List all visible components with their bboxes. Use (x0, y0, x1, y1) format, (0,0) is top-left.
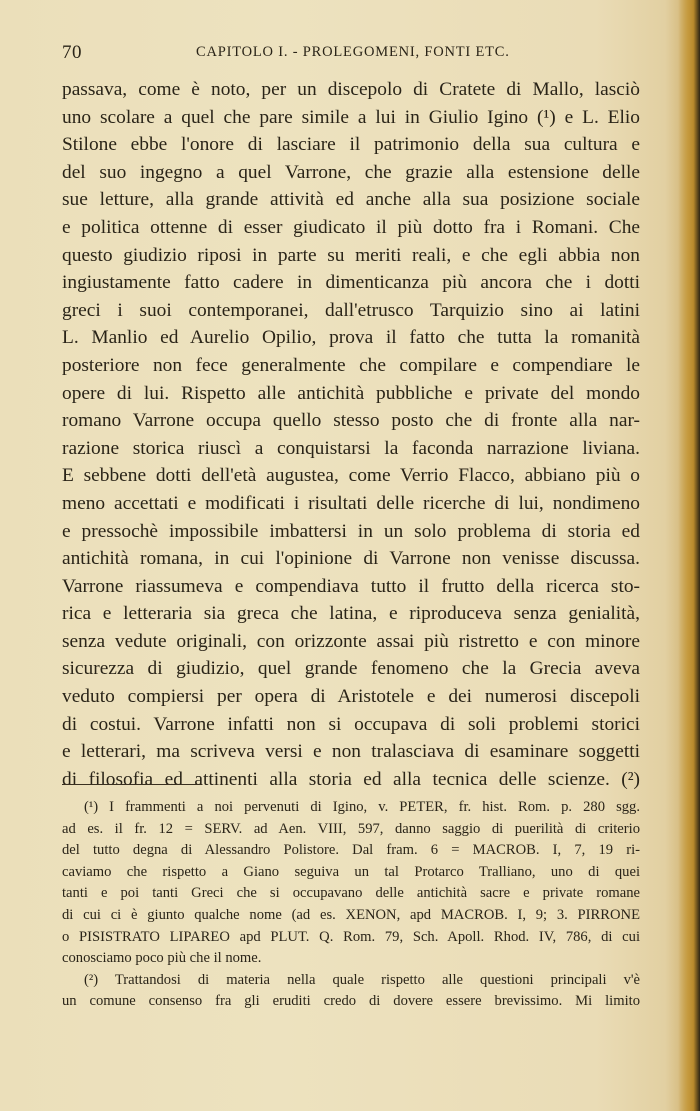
text-line: e pressochè impossibile imbattersi in un solo problema di storia ed (62, 520, 640, 542)
page-header (62, 42, 642, 66)
footnote-line: tanti e poi tanti Greci che si occupavano delle antichità sacre e private romane (62, 885, 640, 902)
footnote-line: conosciamo poco più che il nome. (62, 950, 262, 967)
text-line: e politica ottenne di esser giudicato il più dotto fra i Romani. Che (62, 216, 640, 238)
footnotes (62, 797, 640, 1013)
text-line: romano Varrone occupa quello stesso posto che di fronte alla nar- (62, 410, 640, 432)
text-line: rica e letteraria sia greca che latina, e riproduceva senza genialità, (62, 603, 640, 625)
page-number: 70 (62, 42, 82, 63)
text-line: sicurezza di giudizio, quel grande fenomeno che la Grecia aveva (62, 658, 640, 680)
text-line: e letterari, ma scriveva versi e non tralasciava di esaminare soggetti (62, 741, 640, 763)
text-line: meno accettati e modificati i risultati delle ricerche di lui, nondimeno (62, 492, 640, 514)
text-line: greci i suoi contemporanei, dall'etrusco Tarquizio sino ai latini (62, 299, 640, 321)
footnote-separator (62, 784, 202, 785)
text-line: posteriore non fece generalmente che compilare e compendiare le (62, 354, 640, 376)
text-line: del suo ingegno a quel Varrone, che grazie alla estensione delle (62, 161, 640, 183)
page-edge-shadow (678, 0, 700, 1111)
footnote-line: un comune consenso fra gli eruditi credo di dovere essere brevissimo. Mi limito (62, 993, 640, 1010)
text-line: antichità romana, in cui l'opinione di Varrone non venisse discussa. (62, 548, 640, 570)
text-line: E sebbene dotti dell'età augustea, come Verrio Flacco, abbiano più o (62, 465, 640, 487)
footnote-line: (¹) I frammenti a noi pervenuti di Igino, v. PETER, fr. hist. Rom. p. 280 sgg. (84, 799, 640, 815)
text-line: razione storica riuscì a conquistarsi la faconda narrazione liviana. (62, 437, 640, 459)
text-line: passava, come è noto, per un discepolo di Cratete di Mallo, lasciò (62, 79, 640, 100)
text-line: L. Manlio ed Aurelio Opilio, prova il fatto che tutta la romanità (62, 327, 640, 349)
footnote-line: (²) Trattandosi di materia nella quale rispetto alle questioni principali v'è (84, 971, 640, 988)
footnote-line: ad es. il fr. 12 = SERV. ad Aen. VIII, 597, danno saggio di puerilità di criterio (62, 820, 640, 837)
text-line: Stilone ebbe l'onore di lasciare il patrimonio della sua cultura e (62, 134, 640, 156)
footnote-line: di cui ci è giunto qualche nome (ad es. XENON, apd MACROB. I, 9; 3. PIRRONE (62, 906, 640, 923)
text-line: senza vedute originali, con orizzonte assai più ristretto e con minore (62, 630, 640, 652)
footnote-line: o PISISTRATO LIPAREO apd PLUT. Q. Rom. 79, Sch. Apoll. Rhod. IV, 786, di cui (62, 928, 640, 945)
text-line: opere di lui. Rispetto alle antichità pubbliche e private del mondo (62, 382, 640, 404)
running-title: CAPITOLO I. - PROLEGOMENI, FONTI ETC. (196, 44, 510, 60)
text-line: Varrone riassumeva e compendiava tutto il frutto della ricerca sto- (62, 575, 640, 597)
text-line: sue letture, alla grande attività ed anche alla sua posizione sociale (62, 189, 640, 211)
text-line: veduto compiersi per opera di Aristotele e dei numerosi discepoli (62, 686, 640, 708)
text-line: questo giudizio riposi in parte su meriti reali, e che egli abbia non (62, 244, 640, 266)
text-line: uno scolare a quel che pare simile a lui in Giulio Igino (¹) e L. Elio (62, 106, 640, 128)
text-line: di costui. Varrone infatti non si occupava di soli problemi storici (62, 713, 640, 735)
text-line: di filosofia ed attinenti alla storia ed alla tecnica delle scienze. (²) (62, 768, 640, 790)
footnote-line: caviamo che rispetto a Giano seguiva un tal Protarco Tralliano, uno di quei (62, 863, 640, 880)
footnote-line: del tutto degna di Alessandro Polistore. Dal fram. 6 = MACROB. I, 7, 19 ri- (62, 842, 640, 859)
text-line: ingiustamente fatto cadere in dimenticanza più ancora che i dotti (62, 272, 640, 294)
main-text (62, 76, 640, 793)
